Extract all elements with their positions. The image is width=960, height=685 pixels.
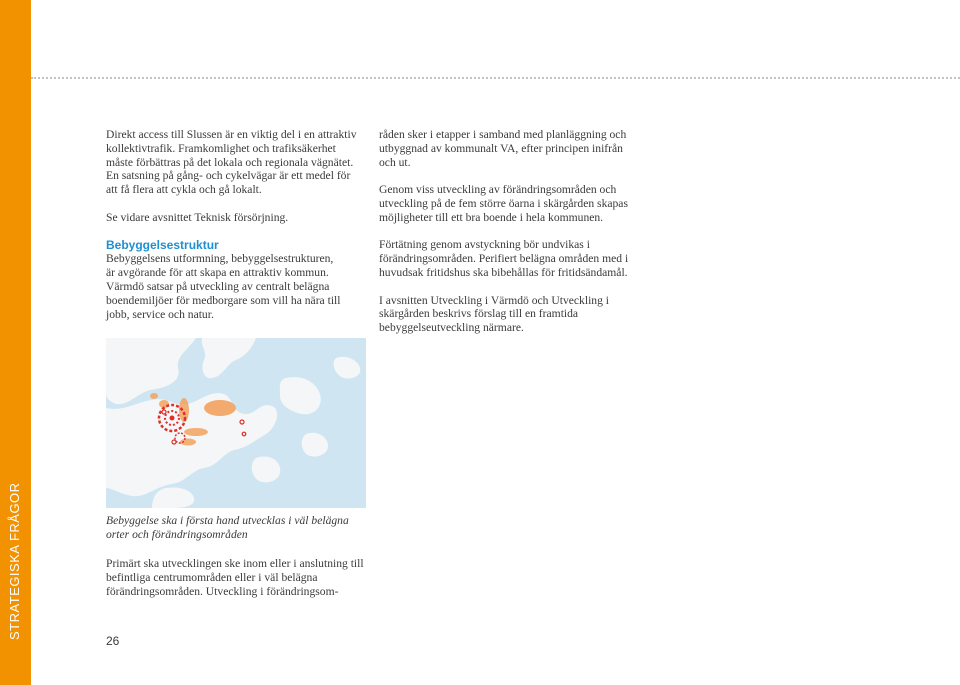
paragraph-structure: Bebyggelsens utformning, bebyggelsestrukturen, är avgörande för att skapa en attraktiv kommun. (106, 252, 334, 280)
header-divider (31, 77, 960, 79)
page-number: 26 (106, 634, 120, 648)
paragraph-densification: Förtätning genom avstyckning bör undvikas i förändringsområden. Perifiert belägna områden med i huvudsak fritidshus ska bibehållas för fritidsändamål. (379, 238, 629, 279)
paragraph-reference: Se vidare avsnittet Teknisk försörjning. (106, 210, 289, 224)
paragraph-sections: I avsnitten Utveckling i Värmdö och Utveckling i skärgården beskrivs förslag till en framtida bebyggelseutveckling närmare. (379, 293, 610, 335)
section-heading: Bebyggelsestruktur (106, 238, 219, 253)
right-column (379, 128, 641, 349)
chapter-label: STRATEGISKA FRÅGOR (7, 482, 22, 640)
map-caption: Bebyggelse ska i första hand utvecklas i väl belägna orter och förändringsområden (106, 514, 349, 541)
paragraph-primary: Primärt ska utvecklingen ske inom eller i anslutning till befintliga centrumområden eller i väl belägna förändringsområden. Utveckling i förändringsom- (106, 557, 364, 598)
paragraph-varmdo: Värmdö satsar på utveckling av centralt belägna boendemiljöer för medborgare som vill ha nära till jobb, service och natur. (106, 279, 341, 321)
chapter-sidebar (0, 0, 31, 685)
left-column (106, 128, 364, 335)
paragraph-traffic: Direkt access till Slussen är en viktig del i en attraktiv kollektivtrafik. Framkomlighet och trafiksäkerhet måste förbättras på det lokala och regionala vägnätet. En satsning på gång- och cykelvägar är ett medel för att få flera att cykla och gå lokalt. (106, 128, 357, 197)
paragraph-stages: råden sker i etapper i samband med planläggning och utbyggnad av kommunalt VA, efter principen inifrån och ut. (379, 128, 627, 169)
map-image (106, 338, 366, 508)
paragraph-islands: Genom viss utveckling av förändringsområden och utveckling på de fem större öarna i skärgården skapas möjligheter till ett bra boende i hela kommunen. (379, 183, 628, 224)
